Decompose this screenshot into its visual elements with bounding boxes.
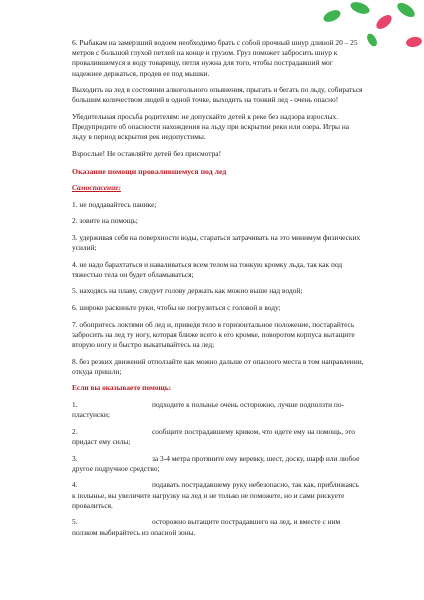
list-item bbox=[72, 517, 364, 537]
item-number: 1. bbox=[72, 399, 78, 409]
list-item: 3. удерживая себя на поверхности воды, стараться затрачивать на это минимум физических усилий; bbox=[72, 232, 361, 252]
list-item: 2. зовите на помощь; bbox=[72, 216, 138, 226]
list-item: 8. без резких движений отползайте как можно дальше от опасного места в том направлении, откуда пришли; bbox=[72, 356, 364, 376]
paragraph-2: Выходить на лед в состоянии алкогольного опьянения, прыгать и бегать по льду, собираться большим количеством людей в одной точке, выходить на тонкий лед - очень опасно! bbox=[72, 85, 363, 105]
list-item: 5. находясь на плаву, следует голову держать как можно выше над водой; bbox=[72, 286, 303, 296]
self-rescue-title: Самоспасение: bbox=[72, 183, 121, 193]
helper-title: Если вы оказываете помощь: bbox=[72, 383, 172, 393]
paragraph-4: Взрослые! Не оставляйте детей без присмотра! bbox=[72, 149, 222, 158]
section-heading: Оказание помощи провалившемуся под лед bbox=[72, 167, 227, 177]
item-text: сообщите пострадавшему криком, что идете ему на помощь, это придаст ему силы; bbox=[72, 426, 355, 446]
list-item bbox=[72, 454, 364, 474]
paragraph-1: 6. Рыбакам на замерзший водоем необходимо брать с собой прочный шнур длиной 20 – 25 метров с большой глухой петлей на конце и грузом. Груз поможет забросить шнур к провалившемуся в воду товарищу, петля нужна для того, чтобы пострадавший мог надежнее держаться, продев ее под мышки. bbox=[72, 38, 358, 78]
item-text: осторожно вытащите пострадавшего на лед, и вместе с ним ползком выбирайтесь из опасной зоны. bbox=[72, 517, 341, 537]
list-item: 4. не надо барахтаться и наваливаться всем телом на тонкую кромку льда, так как под тяжестью тела он будет обламываться; bbox=[72, 259, 343, 279]
list-item bbox=[72, 480, 364, 511]
item-number: 3. bbox=[72, 453, 78, 463]
list-item bbox=[72, 427, 364, 447]
list-item: 7. обопритесь локтями об лед и, приведя тело в горизонтальное положение, постарайтесь забросить на лед ту ногу, которая ближе всего к его кромке, поворотом корпуса вытащите вторую ногу и быстро выкатывайтесь на лед; bbox=[72, 319, 355, 349]
list-item: 1. не поддавайтесь панике; bbox=[72, 199, 157, 209]
list-item bbox=[72, 400, 364, 420]
item-text: подходите к полынье очень осторожно, лучше подползти по-пластунски; bbox=[72, 399, 345, 420]
item-number: 5. bbox=[72, 517, 78, 527]
paragraph-3: Убедительная просьба родителям: не допускайте детей к реке без надзора взрослых. Предупредите об опасности нахождения на льду при вскрытии реки или озера. Игры на льду в период вскрытия рек недопустимы. bbox=[72, 112, 350, 142]
item-number: 4. bbox=[72, 480, 78, 490]
item-text: за 3-4 метра протяните ему веревку, шест, доску, шарф или любое другое подручное средство; bbox=[72, 453, 360, 473]
document-body bbox=[72, 38, 364, 544]
item-text: подавать пострадавшему руку небезопасно, так как, приближаясь к полынье, вы увеличите нагрузку на лед и не только не поможете, но и сами рискуете провалиться. bbox=[72, 480, 359, 510]
list-item: 6. широко раскиньте руки, чтобы не погрузиться с головой в воду; bbox=[72, 302, 281, 312]
item-number: 2. bbox=[72, 426, 78, 436]
